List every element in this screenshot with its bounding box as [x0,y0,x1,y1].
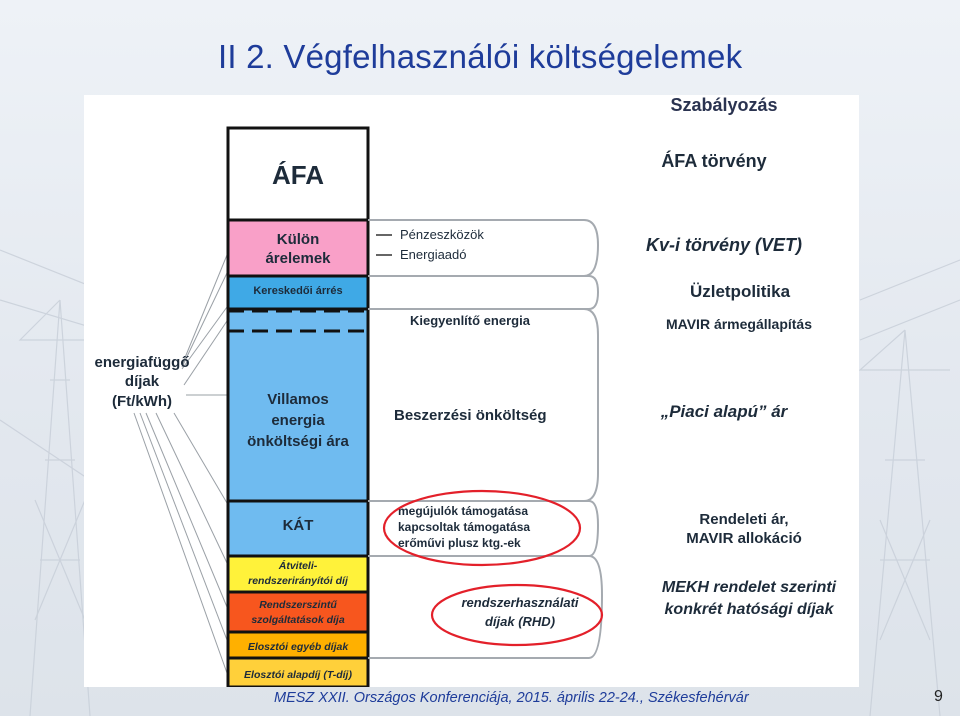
page-title: II 2. Végfelhasználói költségelemek [218,38,743,75]
bar-segment-kulon [228,220,368,276]
piaci-label: „Piaci alapú” ár [660,402,788,421]
kat-support-line-2: kapcsoltak támogatása [398,520,531,534]
left-label-line-1: energiafüggő [94,354,190,371]
kiegyenlito-label: Kiegyenlítő energia [410,313,530,328]
rhd-line-2: díjak (RHD) [484,614,556,629]
bar-label-villamos-2: energia [271,412,325,429]
bar-label-atviteli-2: rendszerirányítói díj [248,575,348,587]
regulation-header: Szabályozás [670,95,778,115]
mekh-line-2: konkrét hatósági díjak [664,601,834,618]
bar-label-villamos-1: Villamos [267,391,329,408]
bar-label-kulon-2: árelemek [265,250,331,267]
afa-torveny-label: ÁFA törvény [661,151,767,171]
bar-segment-rendszerszintu [228,592,368,632]
mekh-line-1: MEKH rendelet szerinti [661,579,837,596]
rhd-line-1: rendszerhasználati [461,595,579,610]
uzletpolitika-label: Üzletpolitika [689,282,791,301]
penzeszkozok-label: Pénzeszközök [400,227,484,242]
bar-label-rendszerszintu-1: Rendszerszintű [259,599,337,611]
mavir-ar-label: MAVIR ármegállapítás [665,316,813,332]
bar-label-villamos-3: önköltségi ára [247,433,349,450]
beszerzesi-label: Beszerzési önköltség [394,407,547,424]
rendeleti-line-2: MAVIR allokáció [686,530,802,547]
bracket-curves [368,220,602,658]
energy-dependent-fees-label [94,354,189,410]
cost-elements-diagram [84,95,859,687]
bar-label-atviteli-1: Átviteli- [278,560,318,572]
rendeleti-line-1: Rendeleti ár, [699,511,789,528]
middle-column [394,227,579,629]
list-dash-markers [376,235,392,255]
bar-label-rendszerszintu-2: szolgáltatások díja [251,614,345,626]
kat-support-line-1: megújulók támogatása [398,504,529,518]
regulation-column [646,95,837,618]
left-label-line-3: (Ft/kWh) [112,393,172,410]
bar-label-kereskedoi: Kereskedői árrés [253,285,343,297]
left-label-line-2: díjak [124,373,160,390]
left-connector-lines [134,255,227,673]
bar-label-elosztoi-egyeb: Elosztói egyéb díjak [247,641,349,653]
page-number: 9 [934,688,943,705]
bar-label-elosztoi-alap: Elosztói alapdíj (T-díj) [244,669,352,681]
kvi-torveny-label: Kv-i törvény (VET) [645,235,803,255]
energiaado-label: Energiaadó [400,247,467,262]
footer-conference: MESZ XXII. Országos Konferenciája, 2015. április 22-24., Székesfehérvár [274,690,749,706]
bar-label-afa: ÁFA [272,160,324,190]
bar-label-kulon-1: Külön [276,231,320,248]
bar-label-kat: KÁT [282,517,314,534]
kat-support-line-3: erőművi plusz ktg.-ek [398,536,521,550]
